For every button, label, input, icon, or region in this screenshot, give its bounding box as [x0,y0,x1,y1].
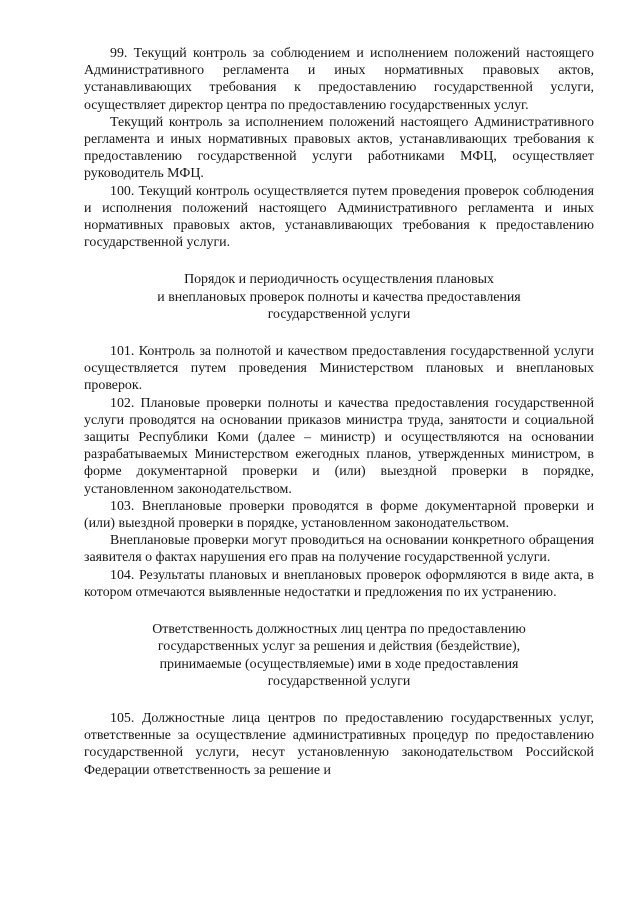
paragraph-103: 103. Внеплановые проверки проводятся в форме документарной проверки и (или) выездной проверки в порядке, установленном законодательством. [84,498,594,532]
paragraph-101: 101. Контроль за полнотой и качеством предоставления государственной услуги осуществляется путем проведения Министерством плановых и внеплановых проверок. [84,344,594,394]
document-page [84,45,594,779]
heading-line: Порядок и периодичность осуществления плановых [184,272,494,288]
heading-line: Ответственность должностных лиц центра по предоставлению [152,622,526,638]
paragraph-99-mfc: Текущий контроль за исполнением положений настоящего Административного регламента и иных нормативных правовых актов, устанавливающих требования к предоставлению государственной услуги работниками МФЦ, осуществляет руководитель МФЦ. [84,114,594,182]
section-heading-inspections [84,271,594,323]
heading-line: государственных услуг за решения и действия (бездействие), [157,639,521,655]
paragraph-100: 100. Текущий контроль осуществляется путем проведения проверок соблюдения и исполнения положений настоящего Административного регламента и иных нормативных правовых актов, устанавливающих требования к предоставлению государственной услуги. [84,183,594,251]
paragraph-105: 105. Должностные лица центров по предоставлению государственных услуг, ответственные за осуществление административных процедур по предоставлению государственной услуги, несут установленную законодательством Российской Федерации ответственность за решение и [84,710,594,778]
heading-line: и внеплановых проверок полноты и качества предоставления [157,289,521,305]
heading-line: государственной услуги [267,673,411,689]
heading-line: государственной услуги [267,306,411,322]
paragraph-104: 104. Результаты плановых и внеплановых проверок оформляются в виде акта, в котором отмечаются выявленные недостатки и предложения по их устранению. [84,567,594,600]
paragraph-99: 99. Текущий контроль за соблюдением и исполнением положений настоящего Административного регламента и иных нормативных правовых актов, устанавливающих требования к предоставлению государственной услуги, осуществляет директор центра по предоставлению государственных услуг. [84,46,594,113]
section-heading-responsibility [84,621,594,690]
heading-line: принимаемые (осуществляемые) ими в ходе предоставления [159,656,519,672]
paragraph-103-unscheduled: Внеплановые проверки могут проводиться на основании конкретного обращения заявителя о фактах нарушения его прав на получение государственной услуги. [84,533,594,566]
paragraph-102: 102. Плановые проверки полноты и качества предоставления государственной услуги проводятся на основании приказов министра труда, занятости и социальной защиты Республики Коми (далее – министр) и осуществляются на основании разрабатываемых Министерством ежегодных планов, утвержденных министром, в форме документарной проверки и (или) выездной проверки в порядке, установленном законодательством. [84,395,594,497]
